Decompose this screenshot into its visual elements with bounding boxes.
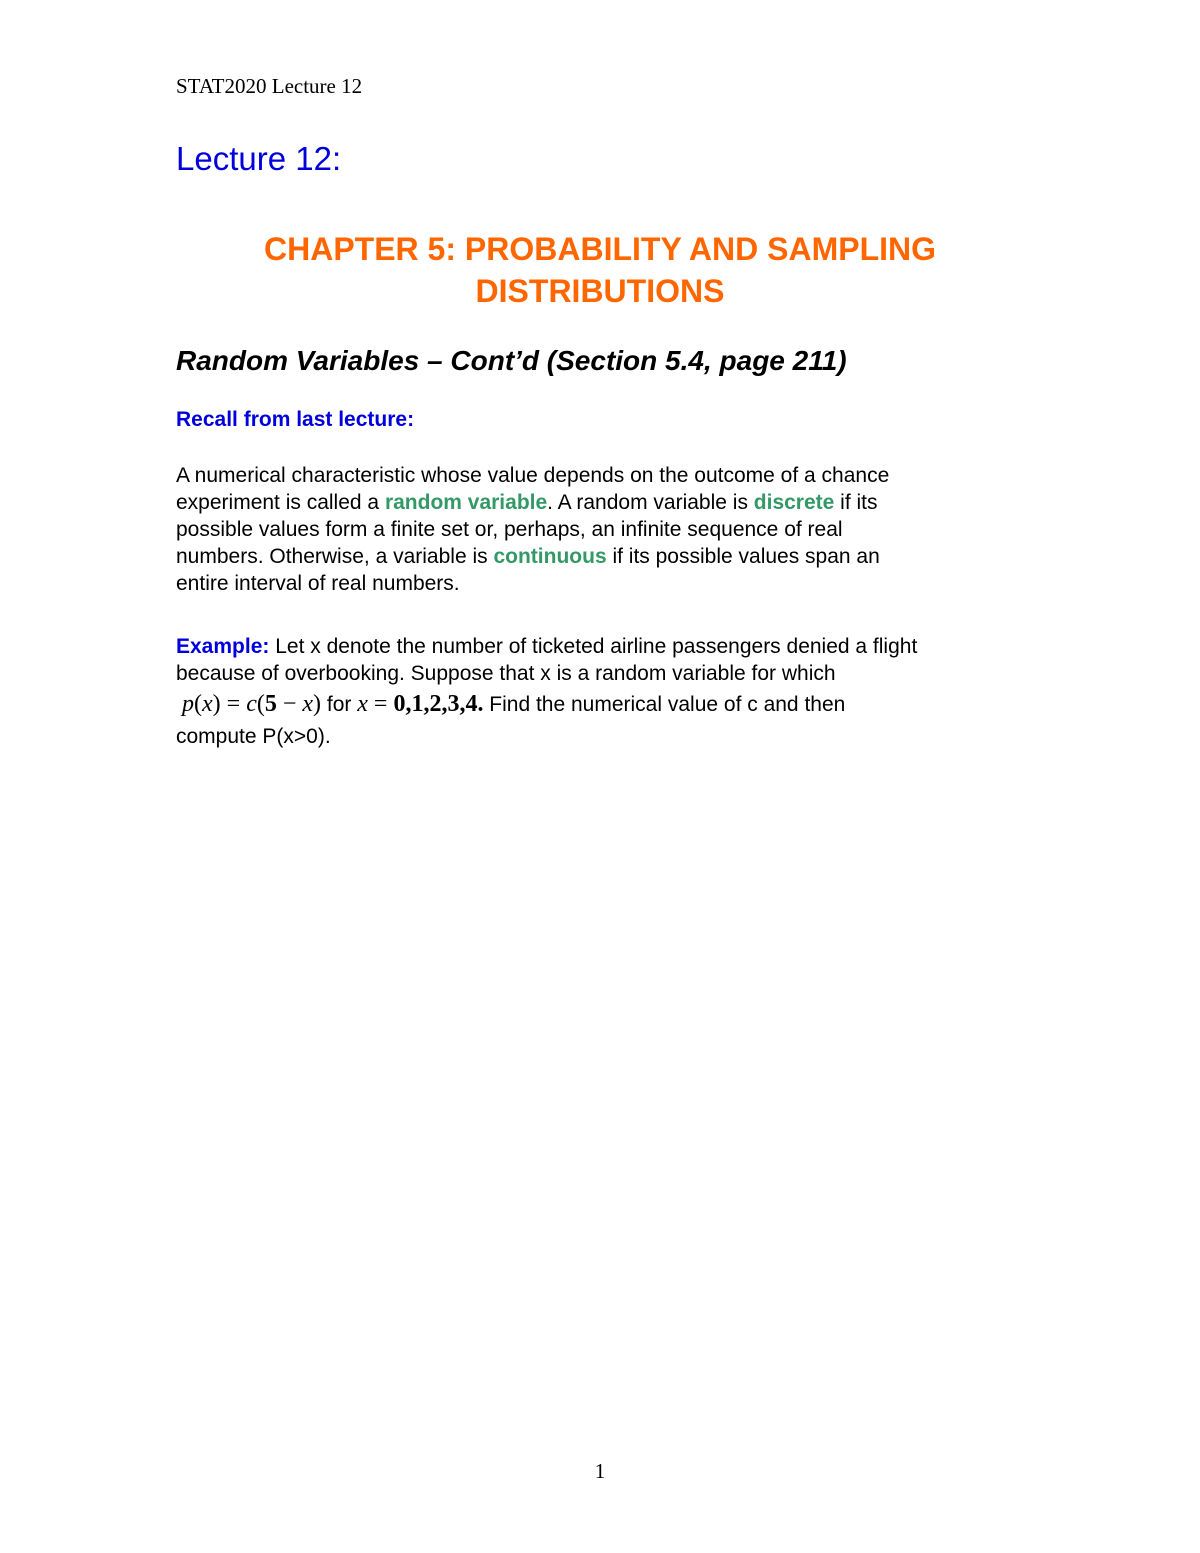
pmf-formula: p(x) = c(5 − x) <box>182 691 322 717</box>
example-paragraph <box>176 633 1036 750</box>
definition-text: experiment is called a <box>176 491 385 514</box>
chapter-title <box>176 228 1024 312</box>
example-label: Example: <box>176 635 270 658</box>
definition-line-1: A numerical characteristic whose value depends on the outcome of a chance <box>176 464 890 487</box>
chapter-title-line-1: CHAPTER 5: PROBABILITY AND SAMPLING <box>263 231 937 267</box>
definition-text: if its possible values span an <box>606 545 880 568</box>
page-number: 1 <box>594 1459 606 1483</box>
definition-line-5: entire interval of real numbers. <box>176 572 460 595</box>
formula-var: x <box>202 691 213 717</box>
formula-var: x <box>357 691 368 717</box>
running-header: STAT2020 Lecture 12 <box>176 74 363 98</box>
definition-line-2 <box>176 489 1036 516</box>
formula-number: 0,1,2,3,4. <box>393 691 484 717</box>
recall-label: Recall from last lecture: <box>176 408 415 431</box>
example-text: for <box>321 693 358 716</box>
formula-var: c <box>246 691 257 717</box>
definition-text: numbers. Otherwise, a variable is <box>176 545 494 568</box>
definition-text: if its <box>834 491 878 514</box>
example-line-1 <box>176 633 1036 660</box>
example-text: Find the numerical value of c and then <box>483 693 846 716</box>
example-formula-line <box>176 687 1036 721</box>
term-discrete: discrete <box>753 491 835 514</box>
formula-var: x <box>302 691 314 717</box>
formula-var: p <box>182 691 194 717</box>
definition-text: . A random variable is <box>547 491 754 514</box>
example-line-2: because of overbooking. Suppose that x is a random variable for which <box>176 662 836 685</box>
definition-line-4 <box>176 543 1036 570</box>
lecture-title: Lecture 12: <box>176 140 342 177</box>
example-text: Let x denote the number of ticketed airline passengers denied a flight <box>269 635 918 658</box>
term-continuous: continuous <box>493 545 607 568</box>
example-line-4: compute P(x>0). <box>176 725 331 748</box>
definition-line-3: possible values form a finite set or, perhaps, an infinite sequence of real <box>176 518 843 541</box>
section-heading: Random Variables – Cont’d (Section 5.4, page 211) <box>176 345 847 376</box>
definition-paragraph <box>176 462 1036 597</box>
domain-formula: x = 0,1,2,3,4. <box>357 691 484 717</box>
term-random-variable: random variable <box>384 491 548 514</box>
formula-number: 5 <box>264 691 277 717</box>
chapter-title-line-2: DISTRIBUTIONS <box>475 273 725 309</box>
